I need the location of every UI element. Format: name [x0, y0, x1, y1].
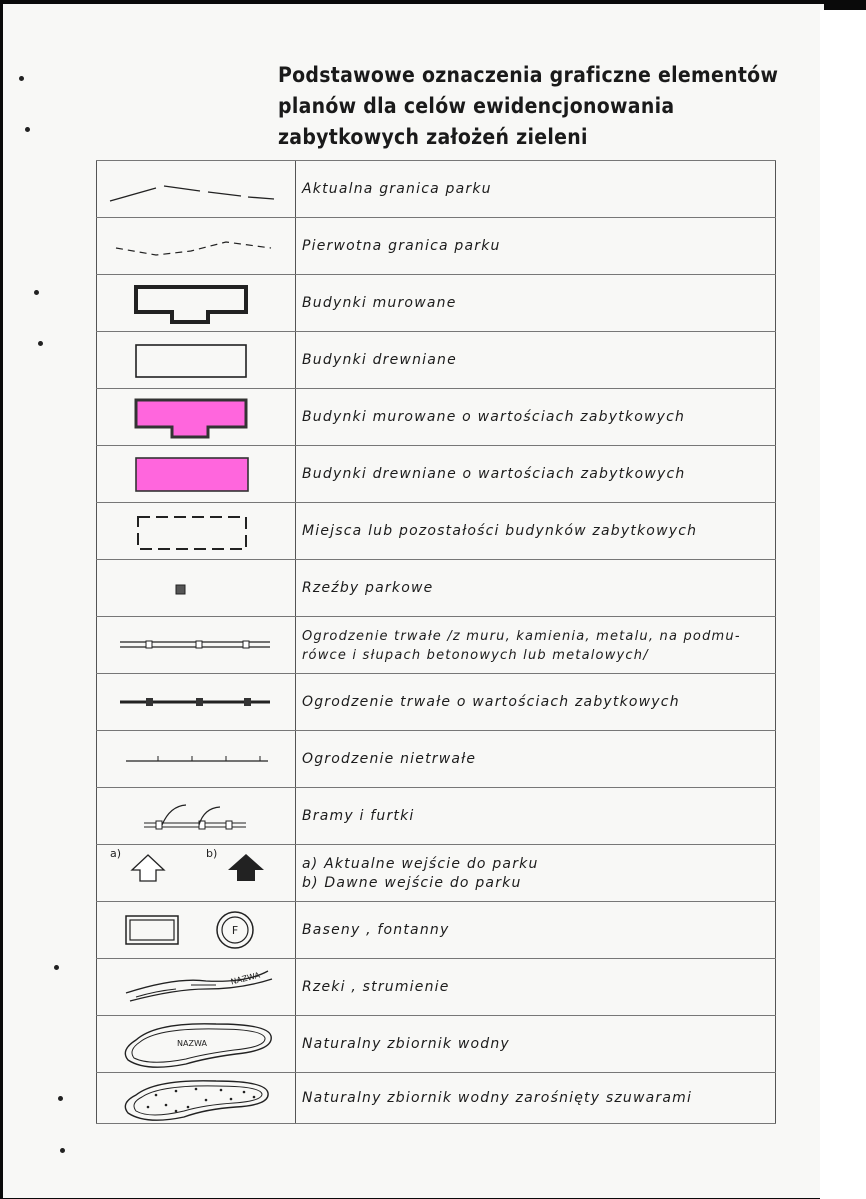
- margin-dot: [54, 965, 59, 970]
- legend-description: Miejsca lub pozostałości budynków zabytkowych: [302, 523, 698, 539]
- dashed-rectangle-icon: [96, 503, 296, 560]
- symbol-label-a: a): [110, 847, 122, 860]
- legend-row: [96, 844, 776, 902]
- thin-outline-building-icon: [96, 332, 296, 389]
- legend-description: a) Aktualne wejście do parku b) Dawne wejście do parku: [302, 855, 539, 891]
- lake-name-label: NAZWA: [177, 1039, 207, 1048]
- river-icon: [96, 959, 296, 1016]
- pool-fountain-icon: [96, 902, 296, 959]
- margin-dot: [34, 290, 39, 295]
- symbol-label-b: b): [206, 847, 218, 860]
- dashed-boundary-line-icon: [96, 218, 296, 275]
- legend-row: [96, 502, 776, 560]
- legend-row: [96, 274, 776, 332]
- legend-description: Naturalny zbiornik wodny zarośnięty szuwarami: [302, 1090, 693, 1106]
- thick-fence-icon: [96, 674, 296, 731]
- legend-row: [96, 559, 776, 617]
- legend-description: Budynki murowane o wartościach zabytkowych: [302, 409, 686, 425]
- legend-row: [96, 673, 776, 731]
- legend-row: [96, 787, 776, 845]
- margin-dot: [19, 76, 24, 81]
- title-line-1: Podstawowe oznaczenia graficzne elementów: [278, 63, 779, 87]
- legend-description: Aktualna granica parku: [302, 181, 492, 197]
- legend-description: Baseny , fontanny: [302, 922, 450, 938]
- legend-description: Rzeźby parkowe: [302, 580, 434, 596]
- pink-wooden-building-icon: [96, 446, 296, 503]
- pink-masonry-building-icon: [96, 389, 296, 446]
- title-line-2: planów dla celów ewidencjonowania: [278, 94, 675, 118]
- overgrown-lake-icon: [96, 1073, 296, 1124]
- legend-row: [96, 958, 776, 1016]
- legend-description: Bramy i furtki: [302, 808, 415, 824]
- legend-row: [96, 730, 776, 788]
- margin-dot: [38, 341, 43, 346]
- thick-outline-building-icon: [96, 275, 296, 332]
- legend-description: Budynki murowane: [302, 295, 457, 311]
- legend-description: Budynki drewniane: [302, 352, 457, 368]
- legend-description: Ogrodzenie trwałe /z muru, kamienia, metalu, na podmu- rówce i słupach betonowych lub metalowych/: [302, 628, 741, 663]
- legend-description: Budynki drewniane o wartościach zabytkowych: [302, 466, 686, 482]
- legend-row: [96, 1015, 776, 1073]
- gate-arcs-icon: [96, 788, 296, 845]
- title-line-3: zabytkowych założeń zieleni: [278, 125, 588, 149]
- legend-description: Naturalny zbiornik wodny: [302, 1036, 510, 1052]
- margin-dot: [58, 1096, 63, 1101]
- legend-row: [96, 445, 776, 503]
- legend-description: Ogrodzenie trwałe o wartościach zabytkowych: [302, 694, 680, 710]
- legend-row: [96, 1072, 776, 1124]
- margin-dot: [60, 1148, 65, 1153]
- legend-row: [96, 160, 776, 218]
- page-edge: [820, 10, 866, 1199]
- svg-text:F: F: [231, 924, 239, 937]
- river-name-label: NAZWA: [229, 970, 261, 987]
- entrance-arrows-icon: [96, 845, 296, 902]
- legend-row: [96, 217, 776, 275]
- legend-row: [96, 388, 776, 446]
- legend-row: [96, 331, 776, 389]
- tick-line-fence-icon: [96, 731, 296, 788]
- lake-icon: [96, 1016, 296, 1073]
- dash-dot-boundary-line-icon: [96, 161, 296, 218]
- legend-description: Pierwotna granica parku: [302, 238, 501, 254]
- legend-table: [96, 160, 776, 1124]
- document-title: [278, 60, 779, 153]
- margin-dot: [25, 127, 30, 132]
- double-line-fence-icon: [96, 617, 296, 674]
- legend-description: Rzeki , strumienie: [302, 979, 450, 995]
- legend-row: [96, 901, 776, 959]
- legend-row: [96, 616, 776, 674]
- small-square-icon: [96, 560, 296, 617]
- legend-description: Ogrodzenie nietrwałe: [302, 751, 477, 767]
